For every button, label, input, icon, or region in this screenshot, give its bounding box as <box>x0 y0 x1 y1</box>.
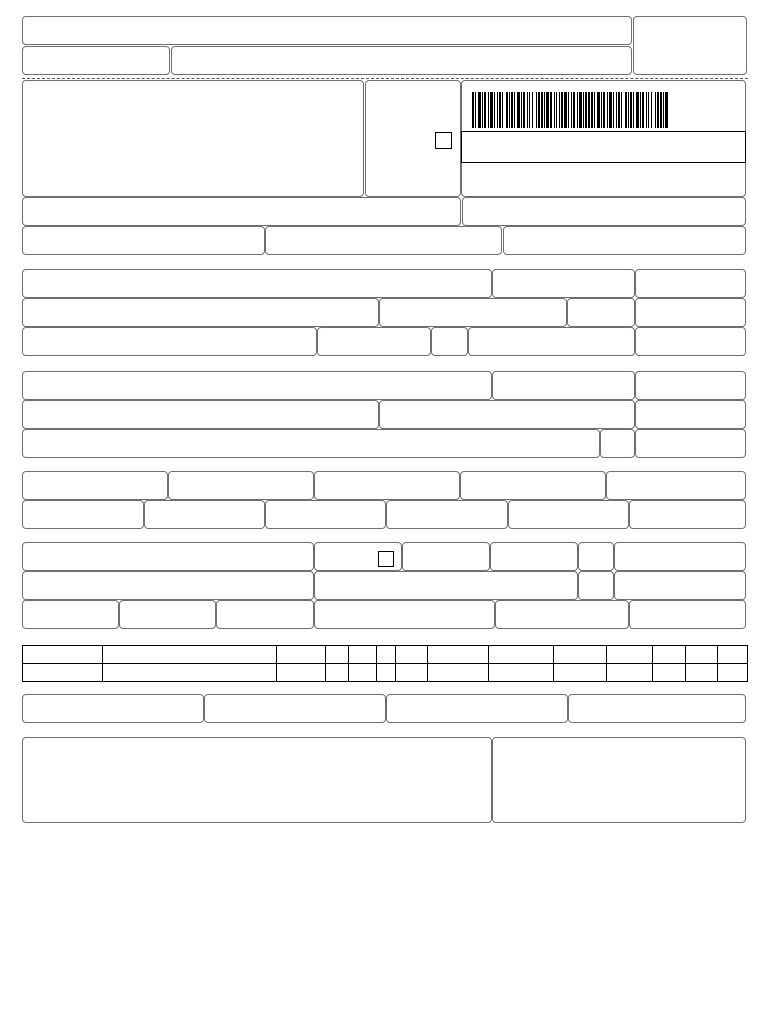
barcode-bar <box>494 92 495 128</box>
barcode-bar <box>472 92 474 128</box>
barcode-bar <box>536 92 537 128</box>
barcode-bar <box>554 92 555 128</box>
barcode-bar <box>628 92 629 128</box>
grid-cell[interactable] <box>377 664 396 682</box>
barcode-bar <box>603 92 605 128</box>
barcode-bar <box>591 92 593 128</box>
grid-cell[interactable] <box>607 664 653 682</box>
barcode-bar <box>597 92 600 128</box>
barcode-bar <box>550 92 552 128</box>
barcode-bar <box>482 92 483 128</box>
grid-row <box>23 664 748 682</box>
grid-cell[interactable] <box>277 646 326 664</box>
barcode-bar <box>621 92 622 128</box>
barcode-bar <box>573 92 575 128</box>
s7-field-3[interactable] <box>386 694 568 723</box>
s3-field-1[interactable] <box>22 371 492 400</box>
grid-cell[interactable] <box>718 646 748 664</box>
grid-cell[interactable] <box>607 646 653 664</box>
s4-field-5[interactable] <box>606 471 746 500</box>
grid-cell[interactable] <box>377 646 396 664</box>
grid-cell[interactable] <box>326 646 349 664</box>
s2-field-12[interactable] <box>635 327 746 356</box>
s5-field-11[interactable] <box>22 600 119 629</box>
grid-cell[interactable] <box>23 664 103 682</box>
s4-field-10[interactable] <box>508 500 629 529</box>
header-wide-field[interactable] <box>171 46 632 75</box>
s4-field-1[interactable] <box>22 471 168 500</box>
grid-cell[interactable] <box>653 646 686 664</box>
grid-cell[interactable] <box>326 664 349 682</box>
header-corner-box[interactable] <box>633 16 747 75</box>
s2-field-1[interactable] <box>22 269 492 298</box>
grid-cell[interactable] <box>554 646 607 664</box>
barcode-bar <box>523 92 525 128</box>
s5-field-6[interactable] <box>614 542 746 571</box>
s3-field-6[interactable] <box>635 400 746 429</box>
barcode-bar <box>648 92 649 128</box>
grid-cell[interactable] <box>428 646 489 664</box>
barcode-bar <box>657 92 659 128</box>
grid-cell[interactable] <box>489 646 554 664</box>
barcode-bar <box>646 92 647 128</box>
s4-field-8[interactable] <box>265 500 386 529</box>
barcode-bar <box>665 92 668 128</box>
s2-field-4[interactable] <box>22 298 379 327</box>
s2-field-2[interactable] <box>492 269 635 298</box>
s4-field-6[interactable] <box>22 500 144 529</box>
grid-cell[interactable] <box>349 646 377 664</box>
s3-field-3[interactable] <box>635 371 746 400</box>
barcode-bar <box>511 92 513 128</box>
barcode-bar <box>556 92 557 128</box>
barcode-bar <box>506 92 508 128</box>
barcode-bar <box>532 92 533 128</box>
barcode-bar <box>546 92 549 128</box>
checkbox[interactable] <box>435 132 452 149</box>
grid-cell[interactable] <box>396 646 428 664</box>
barcode-bar <box>609 92 612 128</box>
barcode-bar <box>541 92 543 128</box>
s2-field-11[interactable] <box>468 327 635 356</box>
s5-field-9[interactable] <box>578 571 614 600</box>
barcode-bar <box>618 92 620 128</box>
field-row2-b[interactable] <box>265 226 502 255</box>
s5-field-15[interactable] <box>495 600 629 629</box>
barcode-bar <box>488 92 489 128</box>
s2-field-3[interactable] <box>635 269 746 298</box>
s3-field-8[interactable] <box>600 429 635 458</box>
barcode-bar <box>625 92 627 128</box>
barcode-bar <box>544 92 545 128</box>
s3-field-9[interactable] <box>635 429 746 458</box>
dashed-cut-line <box>22 78 748 79</box>
barcode-bar <box>613 92 614 128</box>
grid-cell[interactable] <box>396 664 428 682</box>
barcode-bar <box>585 92 587 128</box>
barcode-bar <box>636 92 639 128</box>
barcode-bar <box>642 92 644 128</box>
s5-field-7[interactable] <box>22 571 314 600</box>
barcode-bar <box>601 92 602 128</box>
s5-field-1[interactable] <box>22 542 314 571</box>
grid-cell[interactable] <box>686 664 718 682</box>
barcode-bar <box>571 92 572 128</box>
s2-field-7[interactable] <box>635 298 746 327</box>
s7-field-4[interactable] <box>568 694 746 723</box>
barcode-bar <box>583 92 584 128</box>
barcode-bar <box>497 92 498 128</box>
s5-field-12[interactable] <box>119 600 216 629</box>
s4-field-4[interactable] <box>460 471 606 500</box>
s5-field-16[interactable] <box>629 600 746 629</box>
s4-field-11[interactable] <box>629 500 746 529</box>
barcode-bar <box>484 92 486 128</box>
grid-cell[interactable] <box>103 646 277 664</box>
header-small-field[interactable] <box>22 46 170 75</box>
s3-field-4[interactable] <box>22 400 379 429</box>
barcode-bar <box>633 92 634 128</box>
s5-field-3[interactable] <box>402 542 490 571</box>
grid-cell[interactable] <box>554 664 607 682</box>
barcode-bar <box>588 92 590 128</box>
s4-field-2[interactable] <box>168 471 314 500</box>
barcode-bar <box>509 92 510 128</box>
barcode-bar <box>561 92 563 128</box>
barcode-image <box>472 92 668 128</box>
s5-field-14[interactable] <box>314 600 495 629</box>
barcode-bar <box>655 92 656 128</box>
header-field[interactable] <box>22 16 632 45</box>
field-row2-c[interactable] <box>503 226 746 255</box>
barcode-bar <box>529 92 530 128</box>
barcode-bar <box>559 92 560 128</box>
barcode-bar <box>499 92 501 128</box>
s4-field-3[interactable] <box>314 471 460 500</box>
s3-field-7[interactable] <box>22 429 600 458</box>
grid-cell[interactable] <box>277 664 326 682</box>
barcode-bar <box>564 92 567 128</box>
barcode-bar <box>517 92 520 128</box>
barcode-bar <box>577 92 578 128</box>
barcode-bar <box>616 92 617 128</box>
barcode-bar <box>475 92 476 128</box>
barcode-bar <box>521 92 522 128</box>
barcode-bar <box>651 92 652 128</box>
s3-field-2[interactable] <box>492 371 635 400</box>
address-block[interactable] <box>22 80 364 197</box>
grid-row <box>23 646 748 664</box>
barcode-bar <box>514 92 515 128</box>
barcode-bar <box>478 92 481 128</box>
s2-field-10[interactable] <box>431 327 468 356</box>
barcode-bar <box>663 92 664 128</box>
field-row1-b[interactable] <box>462 197 746 226</box>
field-row2-a[interactable] <box>22 226 265 255</box>
s2-field-9[interactable] <box>317 327 431 356</box>
barcode-bar <box>490 92 493 128</box>
s7-field-1[interactable] <box>22 694 204 723</box>
barcode-bar <box>502 92 503 128</box>
grid-cell[interactable] <box>653 664 686 682</box>
barcode-bar <box>527 92 528 128</box>
s4-field-7[interactable] <box>144 500 265 529</box>
remarks-box[interactable] <box>22 737 492 823</box>
field-row1-a[interactable] <box>22 197 461 226</box>
grid-cell[interactable] <box>428 664 489 682</box>
barcode-bar <box>640 92 641 128</box>
grid-cell[interactable] <box>718 664 748 682</box>
s2-field-5[interactable] <box>379 298 567 327</box>
s5-field-10[interactable] <box>614 571 746 600</box>
barcode-bar <box>579 92 582 128</box>
s2-field-6[interactable] <box>567 298 635 327</box>
grid-cell[interactable] <box>103 664 277 682</box>
grid-cell[interactable] <box>686 646 718 664</box>
s4-field-9[interactable] <box>386 500 508 529</box>
s7-field-2[interactable] <box>204 694 386 723</box>
s2-field-8[interactable] <box>22 327 317 356</box>
s5-field-13[interactable] <box>216 600 314 629</box>
grid-cell[interactable] <box>23 646 103 664</box>
grid-cell[interactable] <box>489 664 554 682</box>
s5-field-8[interactable] <box>314 571 578 600</box>
data-grid-table <box>22 645 748 682</box>
barcode-number-field[interactable] <box>461 131 746 163</box>
barcode-bar <box>630 92 632 128</box>
barcode-bar <box>594 92 595 128</box>
barcode-bar <box>568 92 569 128</box>
s5-field-4[interactable] <box>490 542 578 571</box>
signature-box[interactable] <box>492 737 746 823</box>
s5-checkbox[interactable] <box>378 551 394 567</box>
s3-field-5[interactable] <box>379 400 635 429</box>
barcode-bar <box>538 92 540 128</box>
grid-cell[interactable] <box>349 664 377 682</box>
barcode-bar <box>607 92 608 128</box>
s5-field-5[interactable] <box>578 542 614 571</box>
barcode-bar <box>660 92 662 128</box>
